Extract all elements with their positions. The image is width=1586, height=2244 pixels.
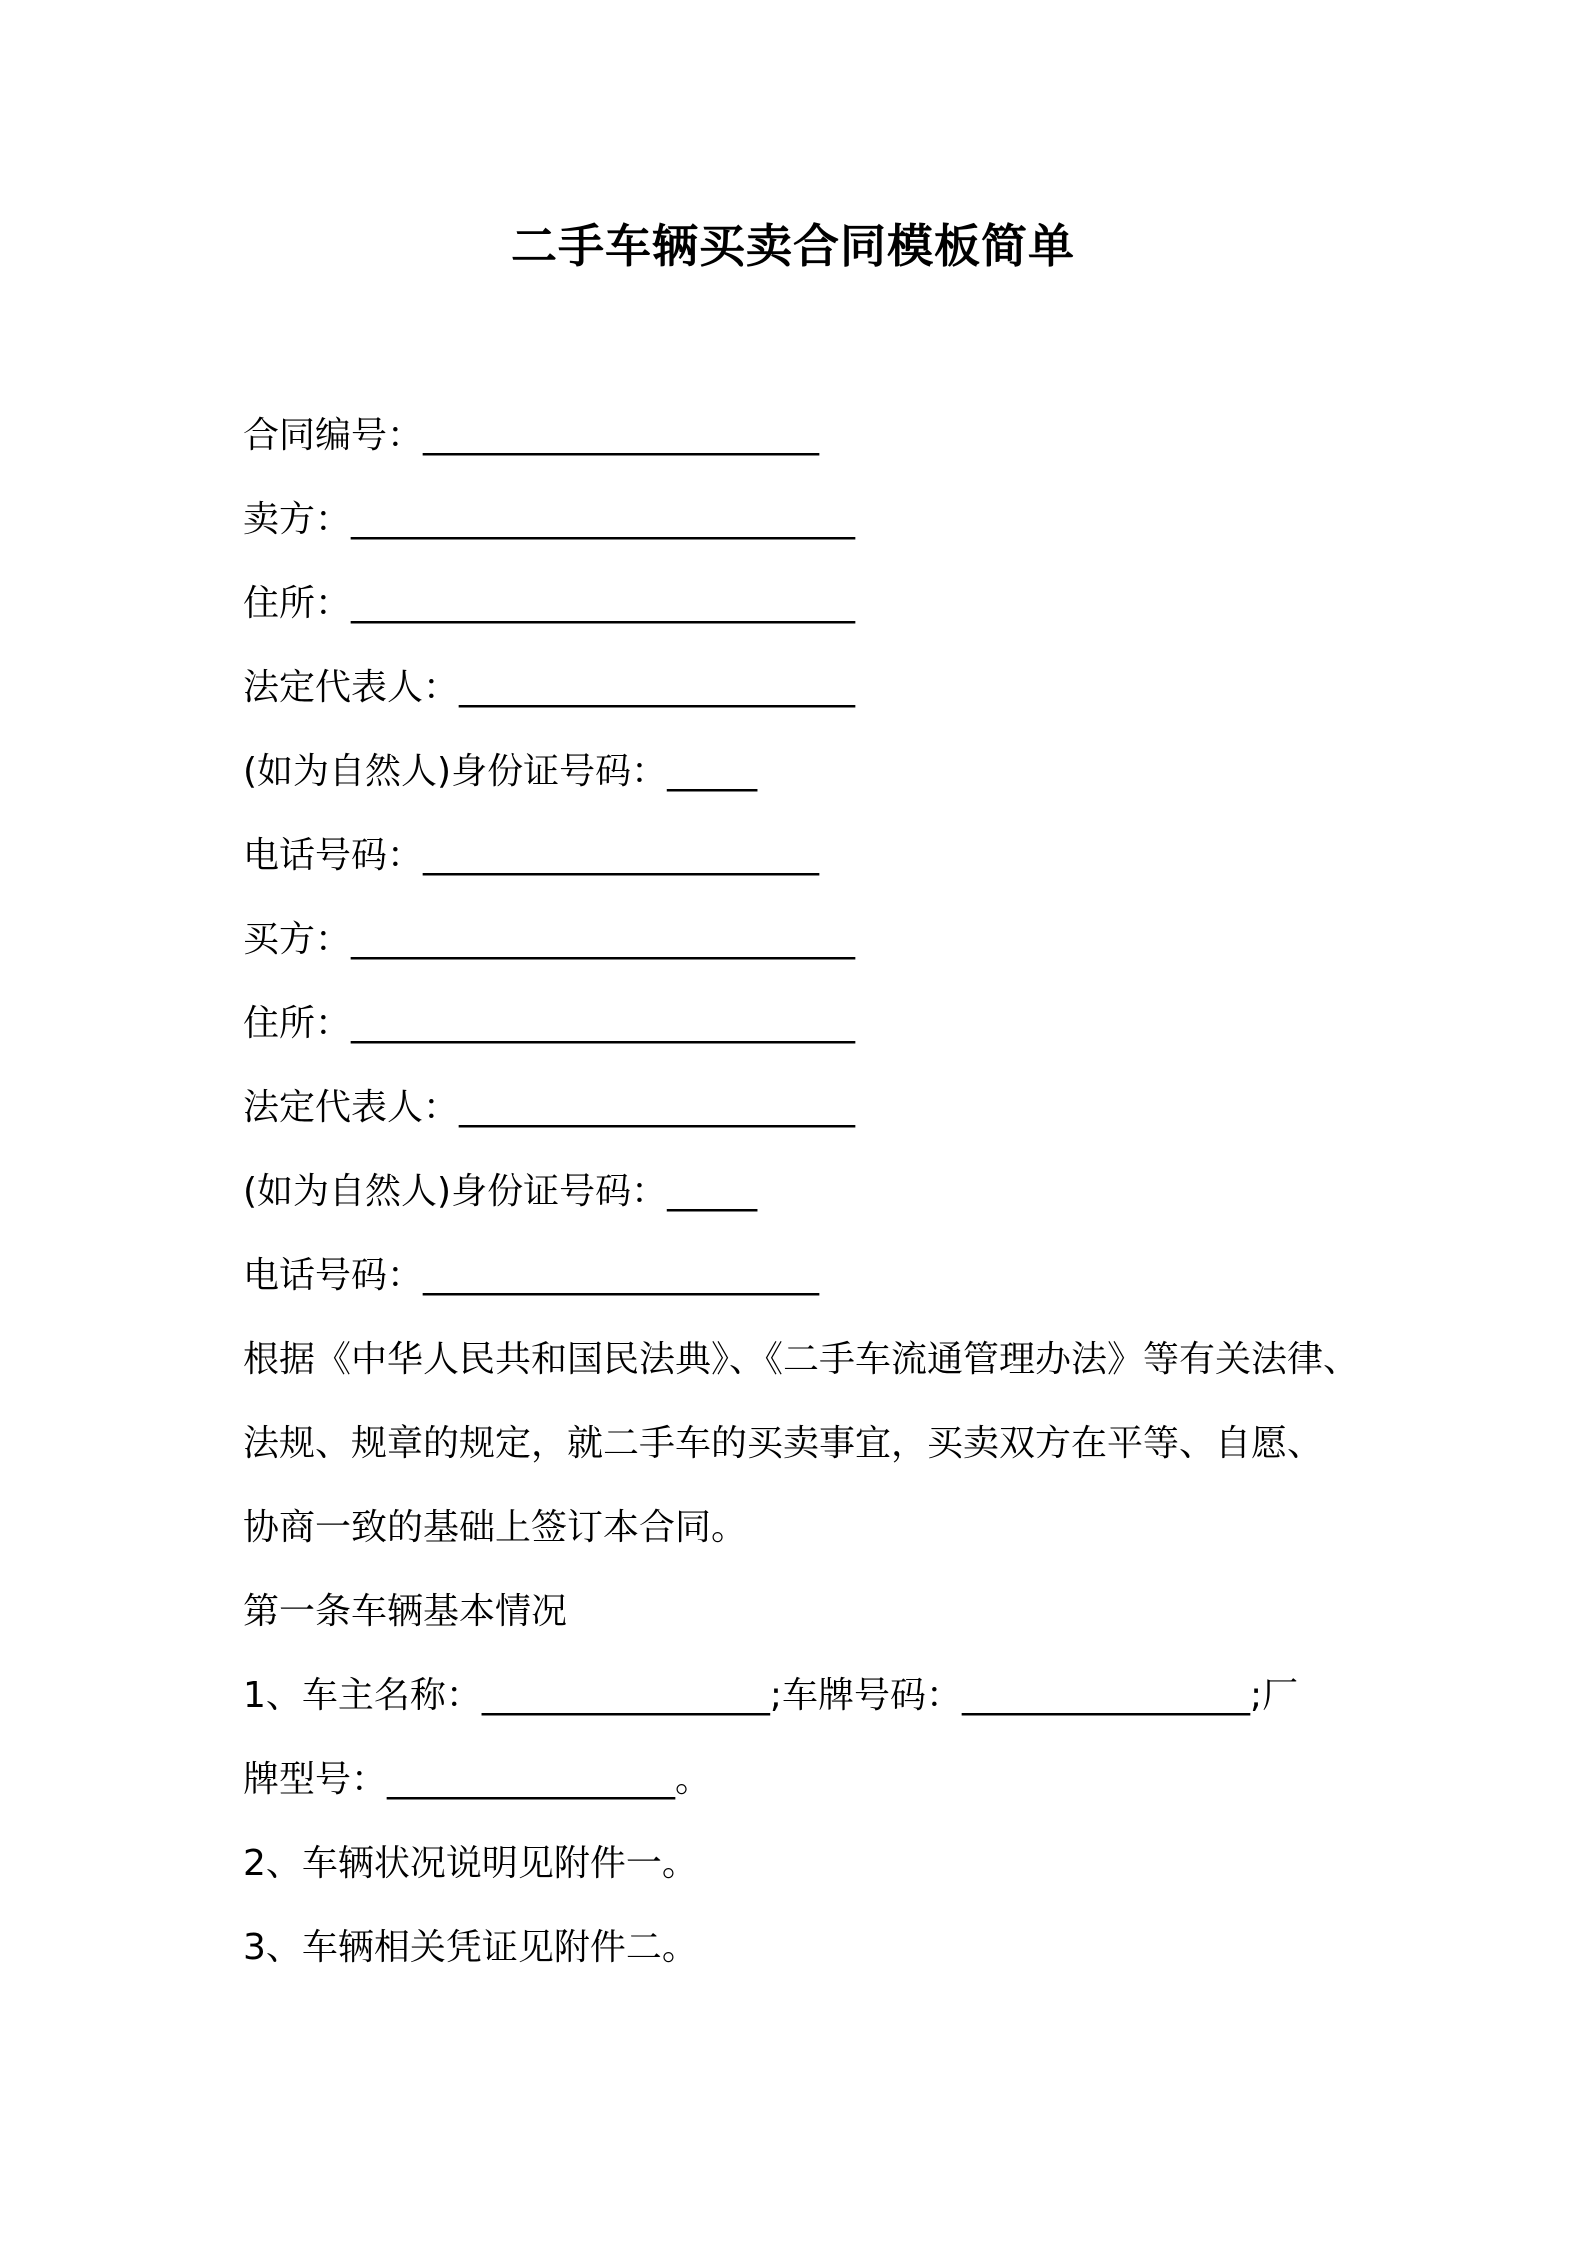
buyer-legal-rep-line: 法定代表人：______________________ (243, 1087, 856, 1128)
article-1-item-2: 2、车辆状况说明见附件一。 (243, 1843, 698, 1884)
seller-legal-rep-line: 法定代表人：______________________ (243, 667, 856, 708)
contract-number-line: 合同编号：______________________ (243, 415, 820, 456)
seller-id-number-line: (如为自然人)身份证号码：_____ (243, 751, 758, 792)
article-1-heading: 第一条车辆基本情况 (243, 1591, 568, 1632)
buyer-line: 买方：____________________________ (243, 919, 856, 960)
document-title: 二手车辆买卖合同模板简单 (511, 219, 1075, 273)
seller-phone-line: 电话号码：______________________ (243, 835, 820, 876)
preamble-line-1: 根据《中华人民共和国民法典》、《二手车流通管理办法》等有关法律、 (243, 1339, 1360, 1380)
article-1-item-1-line-1: 1、车主名称：________________;车牌号码：________________;厂 (243, 1675, 1299, 1716)
seller-address-line: 住所：____________________________ (243, 583, 856, 624)
buyer-address-line: 住所：____________________________ (243, 1003, 856, 1044)
article-1-item-1-line-2: 牌型号：________________。 (243, 1759, 712, 1800)
preamble-line-3: 协商一致的基础上签订本合同。 (243, 1507, 748, 1548)
article-1-item-3: 3、车辆相关凭证见附件二。 (243, 1927, 698, 1968)
seller-line: 卖方：____________________________ (243, 499, 856, 540)
buyer-id-number-line: (如为自然人)身份证号码：_____ (243, 1171, 758, 1212)
buyer-phone-line: 电话号码：______________________ (243, 1255, 820, 1296)
preamble-line-2: 法规、规章的规定，就二手车的买卖事宜，买卖双方在平等、自愿、 (243, 1423, 1324, 1464)
